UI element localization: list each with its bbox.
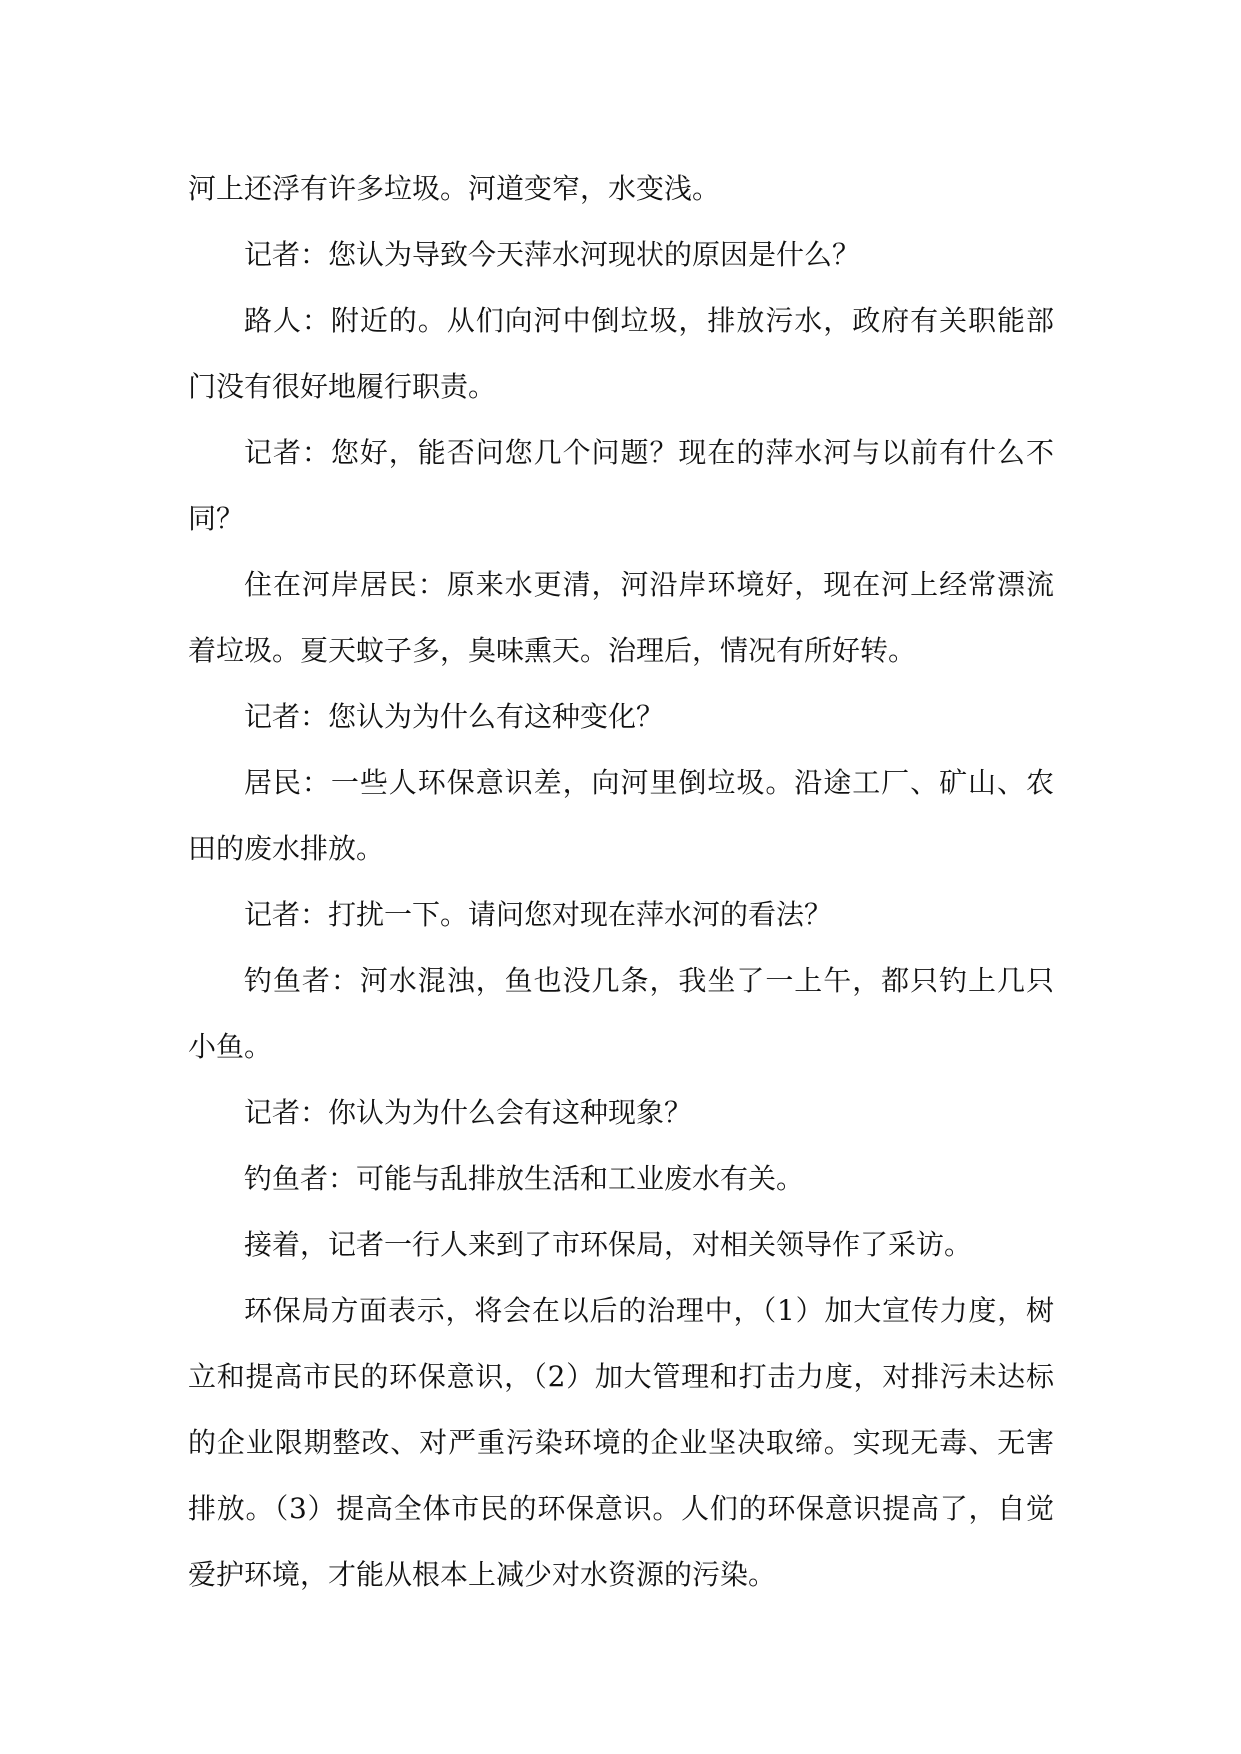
paragraph-reporter-question-5: 记者：你认为为什么会有这种现象？ (244, 1096, 693, 1129)
paragraph-passerby-answer: 路人：附近的。从们向河中倒垃圾，排放污水，政府有关职能部门没有很好地履行职责。 (188, 304, 1054, 403)
document-body (188, 156, 1054, 1608)
paragraph-resident-answer-2: 居民：一些人环保意识差，向河里倒垃圾。沿途工厂、矿山、农田的废水排放。 (188, 766, 1054, 865)
paragraph-narration: 接着，记者一行人来到了市环保局，对相关领导作了采访。 (244, 1228, 973, 1261)
paragraph-angler-answer-2: 钓鱼者：可能与乱排放生活和工业废水有关。 (244, 1162, 805, 1195)
paragraph-reporter-question-2: 记者：您好，能否问您几个问题？现在的萍水河与以前有什么不同？ (188, 436, 1054, 535)
paragraph-angler-answer-1: 钓鱼者：河水混浊，鱼也没几条，我坐了一上午，都只钓上几只小鱼。 (188, 964, 1054, 1063)
paragraph-continuation: 河上还浮有许多垃圾。河道变窄，水变浅。 (188, 172, 721, 205)
paragraph-reporter-question-3: 记者：您认为为什么有这种变化？ (244, 700, 665, 733)
paragraph-reporter-question-1: 记者：您认为导致今天萍水河现状的原因是什么？ (244, 238, 861, 271)
paragraph-epb-statement: 环保局方面表示，将会在以后的治理中，（1）加大宣传力度，树立和提高市民的环保意识，（2）加大管理和打击力度，对排污未达标的企业限期整改、对严重污染环境的企业坚决取缔。实现无毒、无害排放。（3）提高全体市民的环保意识。人们的环保意识提高了，自觉爱护环境，才能从根本上减少对水资源的污染。 (188, 1294, 1054, 1591)
paragraph-reporter-question-4: 记者：打扰一下。请问您对现在萍水河的看法？ (244, 898, 833, 931)
paragraph-resident-answer-1: 住在河岸居民：原来水更清，河沿岸环境好，现在河上经常漂流着垃圾。夏天蚊子多，臭味熏天。治理后，情况有所好转。 (188, 568, 1054, 667)
